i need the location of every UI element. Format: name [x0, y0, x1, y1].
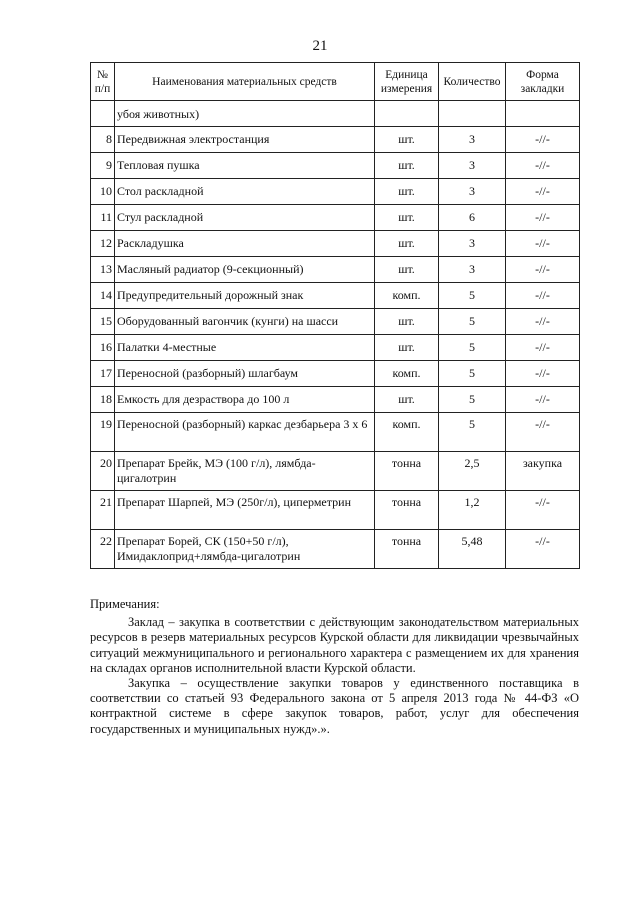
cell-name: Палатки 4-местные	[115, 335, 375, 361]
notes-paragraph-zaklad: Заклад – закупка в соответствии с действующим законодательством материальных ресурсов в резерв материальных ресурсов Курской области для ликвидации чрезвычайных ситуаций межмуниципального и регионального характера с размещением их для хранения на складах органов исполнительной власти Курской области.	[90, 615, 579, 675]
cell-num: 11	[91, 205, 115, 231]
notes-paragraph-zakupka: Закупка – осуществление закупки товаров у единственного поставщика в соответствии со статьей 93 Федерального закона от 5 апреля 2013 года № 44-ФЗ «О контрактной системе в сфере закупок товаров, работ, услуг для обеспечения государственных и муниципальных нужд».».	[90, 676, 579, 736]
cell-form: -//-	[506, 205, 580, 231]
cell-num: 14	[91, 283, 115, 309]
cell-unit: тонна	[375, 530, 439, 569]
cell-num: 19	[91, 413, 115, 452]
cell-form: -//-	[506, 231, 580, 257]
cell-qty: 3	[439, 231, 506, 257]
notes-title: Примечания:	[90, 597, 160, 611]
cell-num: 15	[91, 309, 115, 335]
table-row	[91, 413, 580, 452]
table-row-continuation	[91, 101, 580, 127]
table-row	[91, 452, 580, 491]
cell-unit: шт.	[375, 257, 439, 283]
cell-unit	[375, 101, 439, 127]
cell-unit: шт.	[375, 335, 439, 361]
cell-unit: комп.	[375, 361, 439, 387]
cell-name: Переносной (разборный) каркас дезбарьера 3 х 6	[115, 413, 375, 452]
table-row	[91, 530, 580, 569]
header-form: Форма закладки	[506, 63, 580, 101]
table-row	[91, 179, 580, 205]
cell-num	[91, 101, 115, 127]
cell-qty: 5	[439, 335, 506, 361]
cell-unit: шт.	[375, 179, 439, 205]
cell-num: 18	[91, 387, 115, 413]
cell-name: Препарат Борей, СК (150+50 г/л), Имидаклоприд+лямбда-цигалотрин	[115, 530, 375, 569]
notes-section	[90, 597, 579, 737]
header-unit: Единица измерения	[375, 63, 439, 101]
cell-form	[506, 101, 580, 127]
cell-num: 12	[91, 231, 115, 257]
table-row	[91, 491, 580, 530]
cell-qty: 3	[439, 153, 506, 179]
cell-num: 8	[91, 127, 115, 153]
cell-name: Стол раскладной	[115, 179, 375, 205]
header-qty: Количество	[439, 63, 506, 101]
header-name: Наименования материальных средств	[115, 63, 375, 101]
cell-num: 10	[91, 179, 115, 205]
cell-form: -//-	[506, 413, 580, 452]
cell-name: Передвижная электростанция	[115, 127, 375, 153]
cell-name: Раскладушка	[115, 231, 375, 257]
cell-unit: комп.	[375, 413, 439, 452]
table-row	[91, 309, 580, 335]
cell-form: -//-	[506, 491, 580, 530]
cell-name: Предупредительный дорожный знак	[115, 283, 375, 309]
cell-unit: тонна	[375, 491, 439, 530]
cell-qty: 5	[439, 309, 506, 335]
table-row	[91, 153, 580, 179]
cell-form: -//-	[506, 127, 580, 153]
cell-qty: 1,2	[439, 491, 506, 530]
cell-qty: 5	[439, 283, 506, 309]
header-num: № п/п	[91, 63, 115, 101]
table-header-row	[91, 63, 580, 101]
cell-name: Масляный радиатор (9-секционный)	[115, 257, 375, 283]
cell-qty: 3	[439, 257, 506, 283]
cell-form: закупка	[506, 452, 580, 491]
table-row	[91, 283, 580, 309]
cell-num: 9	[91, 153, 115, 179]
table-row	[91, 127, 580, 153]
cell-qty: 5,48	[439, 530, 506, 569]
cell-name: Оборудованный вагончик (кунги) на шасси	[115, 309, 375, 335]
table-row	[91, 231, 580, 257]
cell-qty: 6	[439, 205, 506, 231]
cell-qty: 5	[439, 361, 506, 387]
cell-unit: шт.	[375, 127, 439, 153]
table-row	[91, 361, 580, 387]
cell-name: Препарат Брейк, МЭ (100 г/л), лямбда-цигалотрин	[115, 452, 375, 491]
cell-name: Переносной (разборный) шлагбаум	[115, 361, 375, 387]
cell-qty: 3	[439, 179, 506, 205]
cell-form: -//-	[506, 387, 580, 413]
cell-form: -//-	[506, 530, 580, 569]
cell-form: -//-	[506, 153, 580, 179]
cell-unit: шт.	[375, 231, 439, 257]
cell-qty	[439, 101, 506, 127]
cell-num: 17	[91, 361, 115, 387]
cell-form: -//-	[506, 283, 580, 309]
cell-form: -//-	[506, 179, 580, 205]
cell-unit: шт.	[375, 387, 439, 413]
cell-qty: 5	[439, 413, 506, 452]
cell-num: 13	[91, 257, 115, 283]
cell-num: 21	[91, 491, 115, 530]
cell-form: -//-	[506, 361, 580, 387]
table-row	[91, 205, 580, 231]
cell-name: Тепловая пушка	[115, 153, 375, 179]
cell-unit: шт.	[375, 309, 439, 335]
cell-form: -//-	[506, 257, 580, 283]
cell-qty: 3	[439, 127, 506, 153]
cell-unit: шт.	[375, 205, 439, 231]
cell-name: Емкость для дезраствора до 100 л	[115, 387, 375, 413]
cell-qty: 5	[439, 387, 506, 413]
page-number: 21	[312, 38, 328, 54]
cell-unit: тонна	[375, 452, 439, 491]
cell-name: убоя животных)	[115, 101, 375, 127]
cell-num: 22	[91, 530, 115, 569]
table-row	[91, 335, 580, 361]
cell-num: 20	[91, 452, 115, 491]
cell-unit: шт.	[375, 153, 439, 179]
cell-name: Стул раскладной	[115, 205, 375, 231]
cell-name: Препарат Шарпей, МЭ (250г/л), циперметрин	[115, 491, 375, 530]
materials-table	[90, 62, 580, 569]
cell-num: 16	[91, 335, 115, 361]
cell-qty: 2,5	[439, 452, 506, 491]
cell-form: -//-	[506, 335, 580, 361]
cell-form: -//-	[506, 309, 580, 335]
cell-unit: комп.	[375, 283, 439, 309]
table-row	[91, 257, 580, 283]
table-row	[91, 387, 580, 413]
